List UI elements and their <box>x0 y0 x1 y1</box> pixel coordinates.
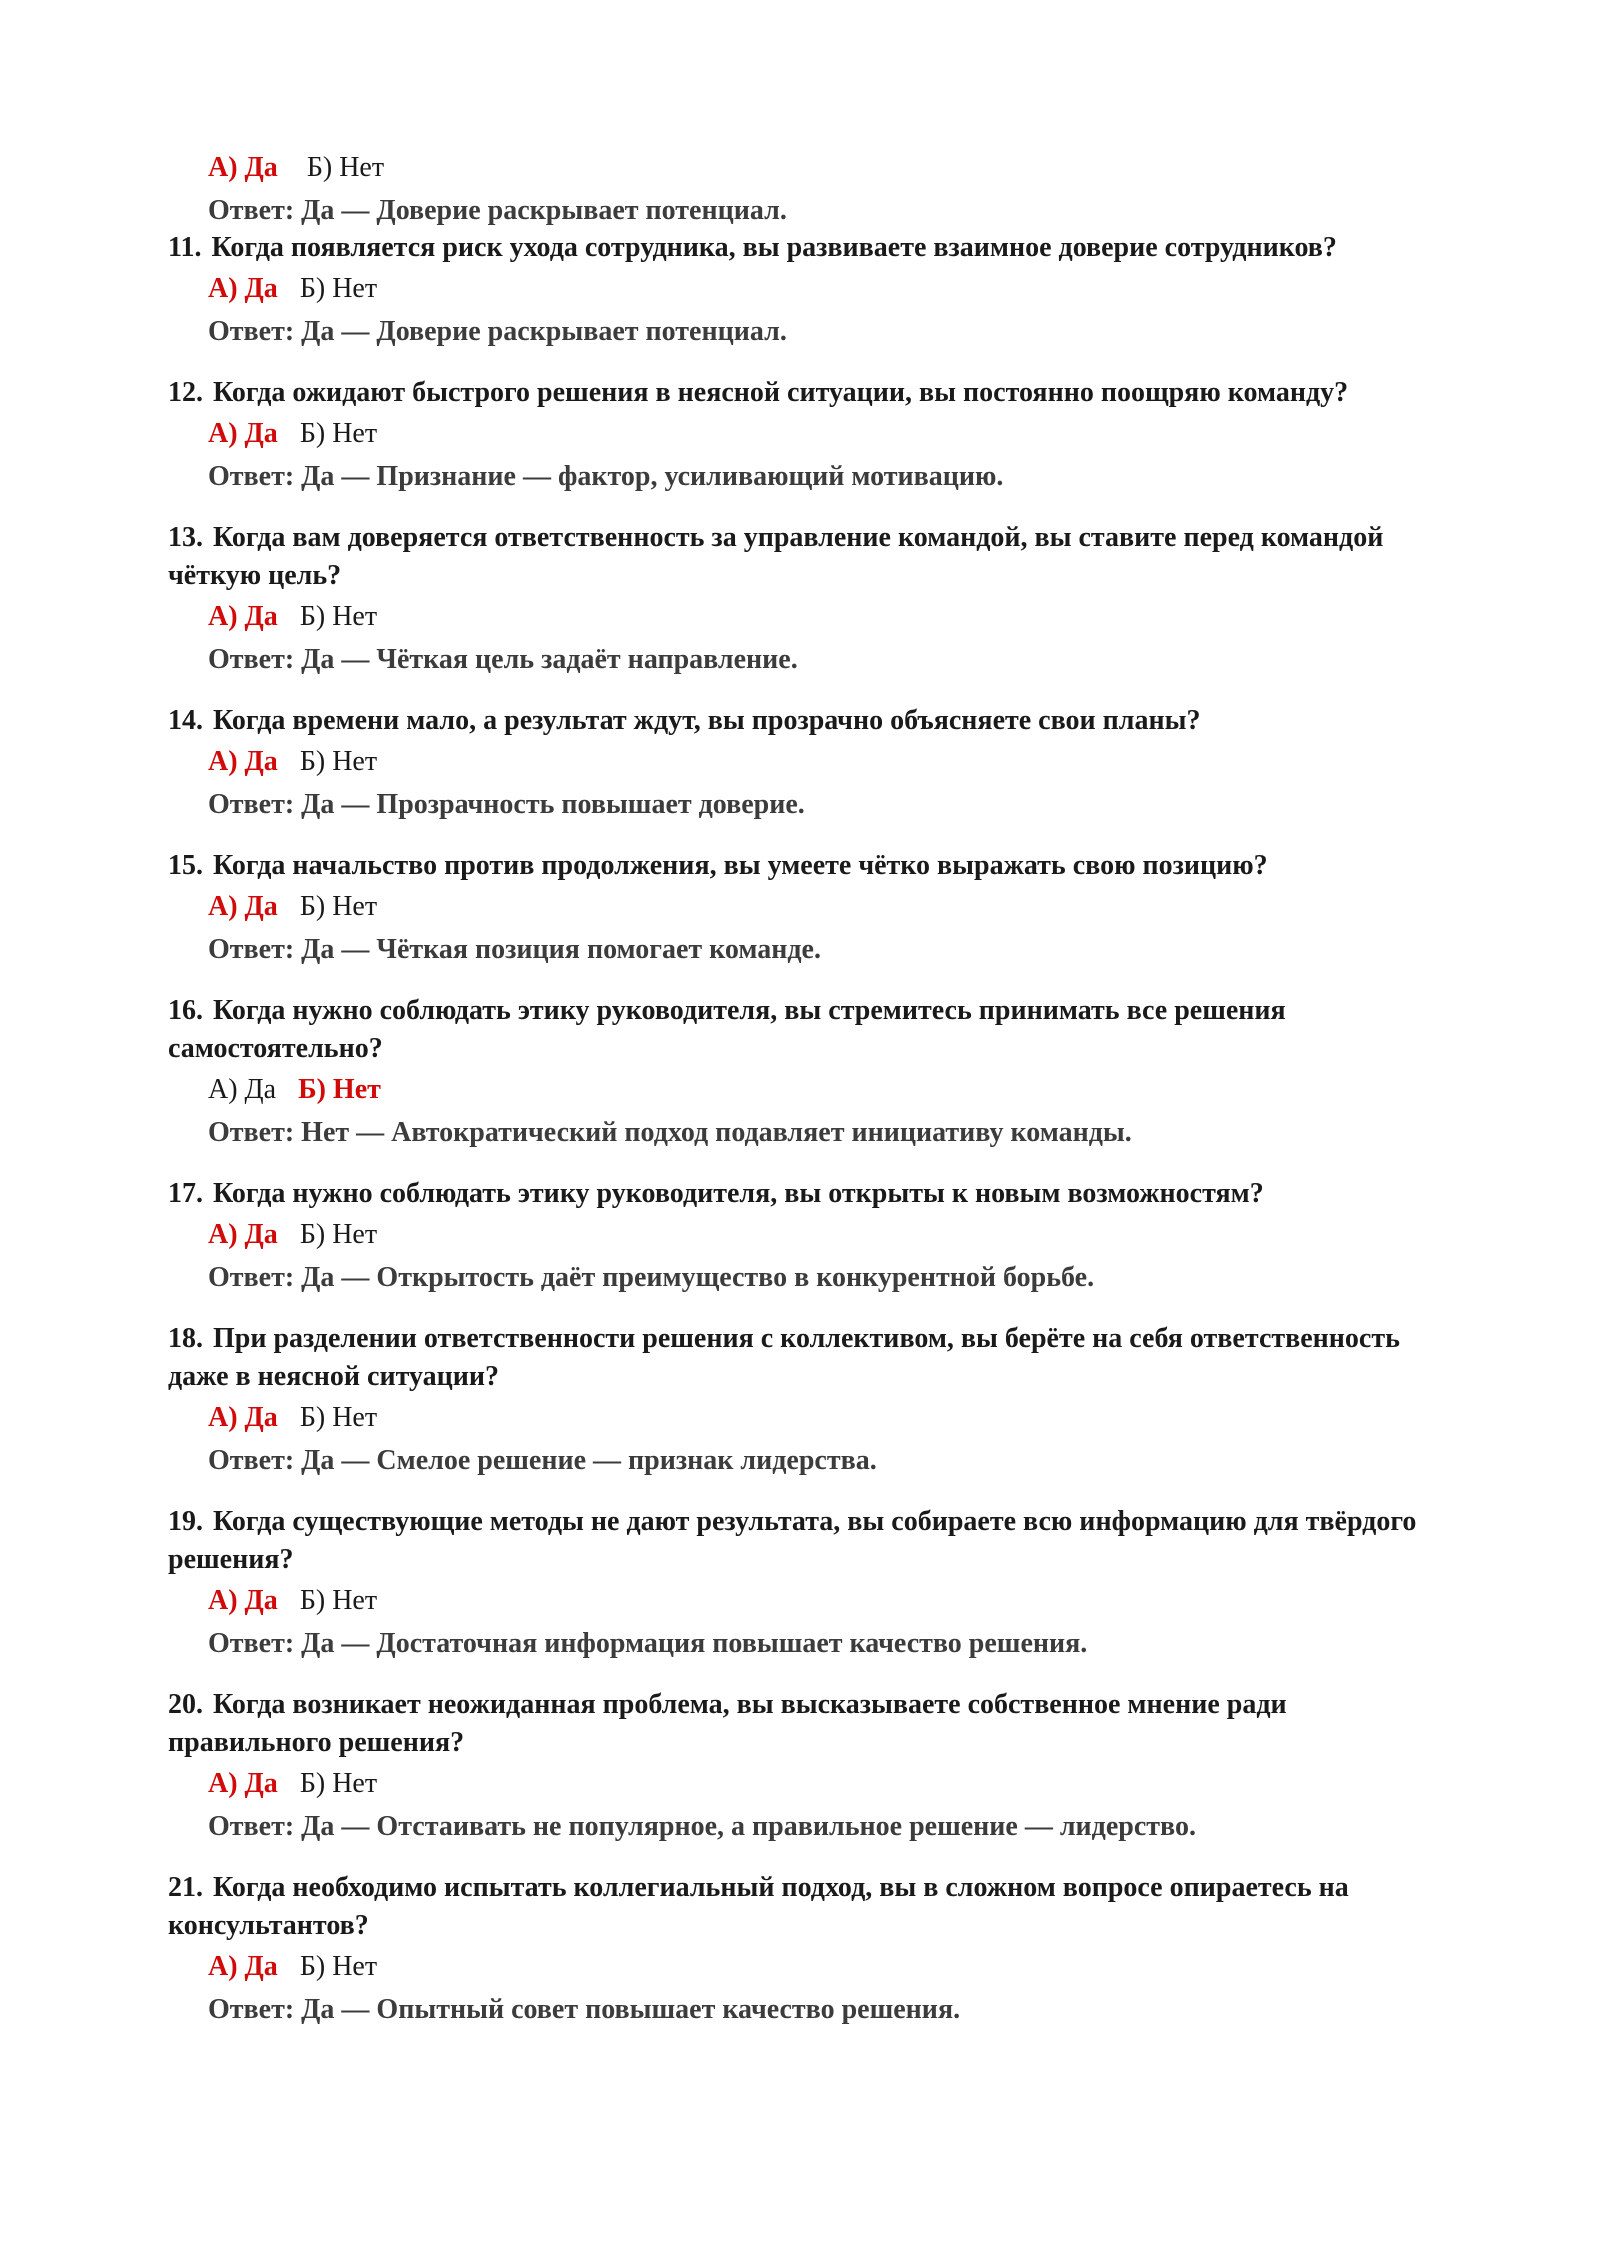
answer-line: Ответ: Да — Доверие раскрывает потенциал. <box>208 316 787 347</box>
question-number: 16. <box>168 995 203 1026</box>
option-a: А) Да <box>208 746 278 777</box>
answer-line: Ответ: Да — Чёткая цель задаёт направление. <box>208 644 798 675</box>
option-b: Б) Нет <box>299 746 378 777</box>
question-number: 12. <box>168 377 203 408</box>
question-number: 14. <box>168 705 203 736</box>
options-row <box>208 889 1450 925</box>
option-b: Б) Нет <box>299 273 378 304</box>
question-block <box>168 1686 1450 1845</box>
answer-line: Ответ: Нет — Автократический подход подавляет инициативу команды. <box>208 1117 1132 1148</box>
option-a: А) Да <box>208 1768 278 1799</box>
question-block <box>168 702 1450 823</box>
question-number: 17. <box>168 1178 203 1209</box>
question-text <box>168 1175 1450 1213</box>
question-text <box>168 1869 1450 1945</box>
options-row <box>208 150 1450 186</box>
option-a: А) Да <box>208 1074 277 1105</box>
options-row <box>208 271 1450 307</box>
question-number: 21. <box>168 1872 203 1903</box>
question-body: Когда появляется риск ухода сотрудника, вы развиваете взаимное доверие сотрудников? <box>211 232 1337 263</box>
option-b: Б) Нет <box>298 1074 381 1105</box>
options-row <box>208 1072 1450 1108</box>
option-b: Б) Нет <box>299 601 378 632</box>
options-row <box>208 744 1450 780</box>
question-text <box>168 1320 1450 1396</box>
question-body: Когда нужно соблюдать этику руководителя, вы стремитесь принимать все решения самостоятельно? <box>168 995 1286 1064</box>
question-block <box>168 992 1450 1151</box>
answer-line: Ответ: Да — Достаточная информация повышает качество решения. <box>208 1628 1088 1659</box>
question-text <box>168 519 1450 595</box>
option-a: А) Да <box>208 1585 278 1616</box>
question-body: Когда начальство против продолжения, вы умеете чётко выражать свою позицию? <box>213 850 1268 881</box>
question-block <box>168 1869 1450 2028</box>
options-row <box>208 1766 1450 1802</box>
question-number: 20. <box>168 1689 203 1720</box>
question-number: 18. <box>168 1323 203 1354</box>
question-block <box>168 519 1450 678</box>
question-block <box>168 1503 1450 1662</box>
option-a: А) Да <box>208 891 278 922</box>
question-body: Когда нужно соблюдать этику руководителя, вы открыты к новым возможностям? <box>213 1178 1264 1209</box>
answer-line: Ответ: Да — Прозрачность повышает доверие. <box>208 789 805 820</box>
question-body: Когда существующие методы не дают результата, вы собираете всю информацию для твёрдого решения? <box>168 1506 1417 1575</box>
question-body: Когда вам доверяется ответственность за управление командой, вы ставите перед командой чёткую цель? <box>168 522 1384 591</box>
option-b: Б) Нет <box>299 1768 378 1799</box>
option-b: Б) Нет <box>306 152 385 183</box>
answer-line: Ответ: Да — Опытный совет повышает качество решения. <box>208 1994 961 2025</box>
question-text <box>168 229 1450 267</box>
option-b: Б) Нет <box>299 1585 378 1616</box>
option-a: А) Да <box>208 1951 278 1982</box>
answer-line: Ответ: Да — Открытость даёт преимущество в конкурентной борьбе. <box>208 1262 1095 1293</box>
option-a: А) Да <box>208 152 278 183</box>
carryover-block <box>168 150 1450 229</box>
question-list <box>168 229 1450 2028</box>
question-block <box>168 374 1450 495</box>
option-b: Б) Нет <box>299 418 378 449</box>
question-text <box>168 1503 1450 1579</box>
options-row <box>208 1217 1450 1253</box>
question-block <box>168 847 1450 968</box>
option-a: А) Да <box>208 418 278 449</box>
question-text <box>168 702 1450 740</box>
option-a: А) Да <box>208 1219 278 1250</box>
question-number: 13. <box>168 522 203 553</box>
options-row <box>208 1949 1450 1985</box>
option-a: А) Да <box>208 273 278 304</box>
option-a: А) Да <box>208 601 278 632</box>
question-text <box>168 992 1450 1068</box>
question-body: При разделении ответственности решения с коллективом, вы берёте на себя ответственность даже в неясной ситуации? <box>168 1323 1400 1392</box>
question-number: 11. <box>168 232 202 263</box>
question-block <box>168 1320 1450 1479</box>
question-body: Когда возникает неожиданная проблема, вы высказываете собственное мнение ради правильного решения? <box>168 1689 1287 1758</box>
option-a: А) Да <box>208 1402 278 1433</box>
question-number: 19. <box>168 1506 203 1537</box>
option-b: Б) Нет <box>299 1951 378 1982</box>
options-row <box>208 599 1450 635</box>
options-row <box>208 1583 1450 1619</box>
answer-line: Ответ: Да — Признание — фактор, усиливающий мотивацию. <box>208 461 1004 492</box>
question-block <box>168 1175 1450 1296</box>
options-row <box>208 416 1450 452</box>
option-b: Б) Нет <box>299 1219 378 1250</box>
question-number: 15. <box>168 850 203 881</box>
question-body: Когда времени мало, а результат ждут, вы прозрачно объясняете свои планы? <box>213 705 1201 736</box>
option-b: Б) Нет <box>299 1402 378 1433</box>
question-text <box>168 847 1450 885</box>
question-text <box>168 1686 1450 1762</box>
answer-line: Ответ: Да — Доверие раскрывает потенциал. <box>208 195 787 226</box>
question-text <box>168 374 1450 412</box>
question-body: Когда необходимо испытать коллегиальный подход, вы в сложном вопросе опираетесь на консультантов? <box>168 1872 1349 1941</box>
option-b: Б) Нет <box>299 891 378 922</box>
question-block <box>168 229 1450 350</box>
answer-line: Ответ: Да — Чёткая позиция помогает команде. <box>208 934 821 965</box>
answer-line: Ответ: Да — Смелое решение — признак лидерства. <box>208 1445 877 1476</box>
answer-line: Ответ: Да — Отстаивать не популярное, а правильное решение — лидерство. <box>208 1811 1196 1842</box>
options-row <box>208 1400 1450 1436</box>
question-body: Когда ожидают быстрого решения в неясной ситуации, вы постоянно поощряю команду? <box>213 377 1349 408</box>
